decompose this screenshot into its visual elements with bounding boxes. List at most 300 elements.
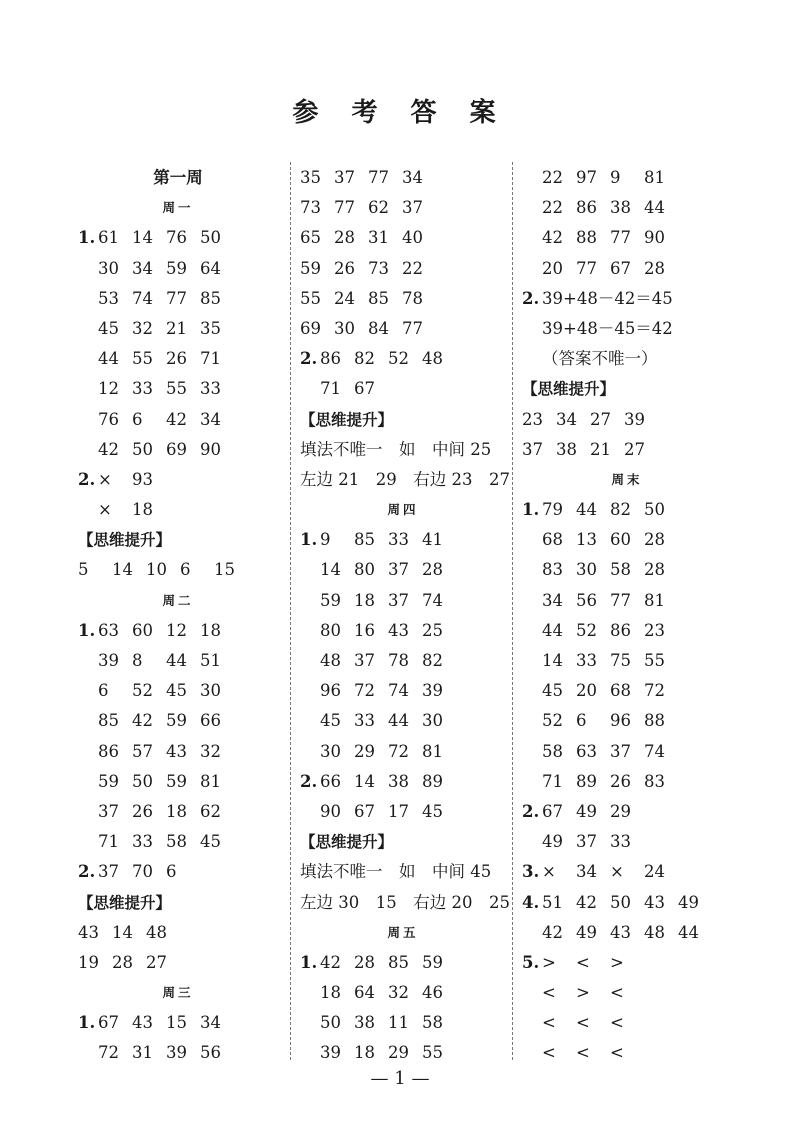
- answer-value: 14: [542, 651, 563, 670]
- answer-value: 49: [576, 801, 597, 821]
- answer-value: 82: [354, 349, 375, 369]
- answer-value: 55: [644, 651, 665, 670]
- answer-row: [300, 737, 506, 767]
- answer-row: [300, 314, 506, 344]
- answer-value: 74: [388, 681, 409, 701]
- answer-value: 56: [576, 590, 597, 610]
- answer-row: [78, 314, 278, 344]
- answer-value: 81: [422, 741, 443, 761]
- answer-value: 26: [334, 258, 355, 278]
- answer-value: <: [542, 983, 556, 1003]
- answer-value: 67: [354, 379, 375, 399]
- answer-row: [522, 586, 732, 616]
- answer-row: [78, 857, 278, 887]
- answer-value: 86: [98, 741, 119, 761]
- answer-value: 43: [166, 741, 187, 761]
- answer-value: 72: [644, 681, 665, 701]
- answer-value: 59: [98, 771, 119, 791]
- answer-value: 88: [576, 228, 597, 248]
- answer-value: 17: [388, 801, 409, 821]
- answer-value: 43: [610, 922, 631, 942]
- answer-value: 34: [200, 1013, 221, 1033]
- answer-value: 59: [300, 258, 321, 278]
- answer-value: <: [576, 1043, 590, 1063]
- answer-value: 37: [610, 741, 631, 761]
- answer-value: 10: [146, 560, 167, 580]
- answer-row: [522, 525, 732, 555]
- answer-row: [78, 465, 278, 495]
- answer-row: [522, 827, 732, 857]
- answer-value: 96: [320, 681, 341, 701]
- answer-value: 74: [644, 741, 665, 761]
- answer-value: 85: [368, 288, 389, 308]
- answer-row: [300, 767, 506, 797]
- answer-row: [300, 706, 506, 736]
- answer-value: 68: [610, 681, 631, 701]
- answer-value: <: [610, 983, 624, 1003]
- answer-value: 72: [388, 741, 409, 761]
- answer-value: 41: [422, 530, 443, 550]
- answer-row: [78, 616, 278, 646]
- answer-value: 50: [132, 771, 153, 791]
- answer-value: 85: [388, 952, 409, 972]
- answer-value: 45: [542, 681, 563, 701]
- answer-row: [522, 857, 732, 887]
- answer-value: 76: [98, 409, 119, 429]
- answer-value: 50: [610, 892, 631, 912]
- answer-value: 34: [576, 862, 597, 882]
- answer-row: [522, 1008, 732, 1038]
- answer-value: 38: [556, 439, 577, 459]
- column-divider: [512, 162, 513, 1060]
- answer-value: 44: [644, 198, 665, 218]
- answer-value: 77: [576, 258, 597, 278]
- answer-value: 64: [354, 983, 375, 1003]
- answer-value: 71: [320, 379, 341, 399]
- question-number: 1.: [300, 952, 318, 972]
- answer-value: 37: [334, 168, 355, 187]
- answer-row: [78, 254, 278, 284]
- answer-value: 32: [132, 318, 153, 338]
- answer-value: 80: [320, 620, 341, 640]
- section-heading: 【思维提升】: [300, 833, 394, 852]
- answer-value: 77: [610, 228, 631, 248]
- answer-row: [522, 797, 732, 827]
- answer-row: [78, 797, 278, 827]
- answer-value: 59: [166, 711, 187, 731]
- answer-value: ×: [610, 862, 624, 882]
- answer-value: <: [610, 1043, 624, 1063]
- answer-text: 左边 21 29 右边 23 27: [300, 469, 510, 489]
- answer-value: 89: [422, 771, 443, 791]
- answer-value: 97: [576, 168, 597, 187]
- answer-value: 42: [132, 711, 153, 731]
- answer-value: 18: [320, 983, 341, 1003]
- answer-row: [522, 706, 732, 736]
- answer-value: 72: [98, 1043, 119, 1063]
- answer-value: 58: [422, 1013, 443, 1033]
- answer-value: 38: [610, 198, 631, 218]
- question-number: 5.: [522, 952, 540, 972]
- answer-value: 42: [98, 439, 119, 459]
- question-number: 4.: [522, 892, 540, 912]
- answer-value: 88: [644, 711, 665, 731]
- answer-value: 62: [200, 801, 221, 821]
- answer-value: ×: [98, 469, 112, 489]
- answer-row: [522, 737, 732, 767]
- answer-row: [522, 223, 732, 253]
- answer-value: 61: [98, 228, 119, 248]
- day-heading: 周五: [387, 924, 419, 940]
- answer-value: 86: [576, 198, 597, 218]
- answer-row: [522, 616, 732, 646]
- answer-row: [300, 555, 506, 585]
- answer-value: 28: [354, 952, 375, 972]
- answer-value: 52: [576, 620, 597, 640]
- answer-value: 68: [542, 530, 563, 550]
- answer-value: 42: [576, 892, 597, 912]
- answer-row: [78, 1038, 278, 1068]
- answer-value: 8: [132, 651, 143, 670]
- answer-row: [78, 737, 278, 767]
- answer-row: [300, 948, 506, 978]
- answer-value: ×: [542, 862, 556, 882]
- answer-value: 44: [166, 651, 187, 670]
- answer-value: 55: [422, 1043, 443, 1063]
- answer-row: [522, 344, 732, 374]
- question-number: 2.: [78, 862, 96, 882]
- answer-value: 26: [132, 801, 153, 821]
- answer-row: [300, 586, 506, 616]
- answer-value: 24: [334, 288, 355, 308]
- answer-value: 63: [98, 620, 119, 640]
- answer-value: 5: [78, 560, 89, 580]
- answer-value: 37: [388, 590, 409, 610]
- answer-value: 43: [132, 1013, 153, 1033]
- answer-value: 84: [368, 318, 389, 338]
- answer-value: 74: [422, 590, 443, 610]
- answer-value: 77: [402, 318, 423, 338]
- answer-value: 6: [98, 681, 109, 701]
- answer-row: [300, 284, 506, 314]
- answer-row: [78, 767, 278, 797]
- question-number: 1.: [78, 228, 96, 248]
- answer-column-1: [78, 163, 278, 1069]
- answer-value: 30: [576, 560, 597, 580]
- answer-value: （答案不唯一）: [542, 349, 658, 369]
- answer-value: 39: [166, 1043, 187, 1063]
- answer-value: 45: [98, 318, 119, 338]
- answer-row: [78, 374, 278, 404]
- answer-value: 35: [200, 318, 221, 338]
- answer-value: 32: [200, 741, 221, 761]
- answer-value: 37: [402, 198, 423, 218]
- answer-value: 31: [368, 228, 389, 248]
- answer-value: 38: [388, 771, 409, 791]
- answer-value: 58: [166, 832, 187, 852]
- answer-value: 43: [388, 620, 409, 640]
- page-title: 参 考 答 案: [292, 98, 508, 128]
- answer-row: [300, 193, 506, 223]
- answer-row: [300, 223, 506, 253]
- answer-value: 33: [610, 832, 631, 852]
- answer-value: <: [542, 1013, 556, 1033]
- answer-value: 49: [678, 892, 699, 912]
- answer-value: 27: [590, 409, 611, 429]
- answer-row: [522, 555, 732, 585]
- answer-value: 12: [166, 620, 187, 640]
- answer-row: [522, 435, 732, 465]
- answer-value: 81: [644, 590, 665, 610]
- answer-value: 67: [98, 1013, 119, 1033]
- answer-value: 51: [542, 892, 563, 912]
- answer-row: [78, 284, 278, 314]
- answer-value: 29: [354, 741, 375, 761]
- answer-value: 77: [610, 590, 631, 610]
- page-number: — 1 —: [370, 1068, 430, 1089]
- answer-row: [522, 767, 732, 797]
- answer-value: 37: [354, 651, 375, 670]
- answer-value: 38: [354, 1013, 375, 1033]
- answer-value: 57: [132, 741, 153, 761]
- answer-value: 6: [576, 711, 587, 731]
- answer-value: 66: [320, 771, 341, 791]
- answer-value: 75: [610, 651, 631, 670]
- answer-value: 86: [320, 349, 341, 369]
- answer-value: 18: [200, 620, 221, 640]
- answer-row: [300, 1008, 506, 1038]
- answer-value: 44: [576, 500, 597, 520]
- question-number: 2.: [78, 469, 96, 489]
- answer-value: 37: [98, 862, 119, 882]
- answer-value: 82: [610, 500, 631, 520]
- answer-row: [78, 827, 278, 857]
- question-number: 2.: [522, 288, 540, 308]
- answer-value: 83: [644, 771, 665, 791]
- section-heading: 【思维提升】: [300, 410, 394, 429]
- answer-value: >: [542, 952, 556, 972]
- question-number: 2.: [300, 349, 318, 369]
- answer-value: 59: [320, 590, 341, 610]
- answer-value: 66: [200, 711, 221, 731]
- answer-row: [78, 1008, 278, 1038]
- answer-value: 81: [644, 168, 665, 187]
- answer-value: 31: [132, 1043, 153, 1063]
- answer-value: 44: [678, 922, 699, 942]
- answer-value: 78: [388, 651, 409, 670]
- answer-value: 13: [576, 530, 597, 550]
- answer-value: 33: [132, 832, 153, 852]
- answer-value: 48: [422, 349, 443, 369]
- answer-value: 44: [98, 349, 119, 369]
- answer-row: [300, 616, 506, 646]
- answer-value: <: [576, 1013, 590, 1033]
- answer-value: 52: [388, 349, 409, 369]
- answer-value: 76: [166, 228, 187, 248]
- answer-value: 32: [388, 983, 409, 1003]
- answer-value: >: [576, 983, 590, 1003]
- answer-value: 67: [542, 801, 563, 821]
- answer-value: 20: [576, 681, 597, 701]
- answer-value: 80: [354, 560, 375, 580]
- answer-value: 69: [166, 439, 187, 459]
- answer-value: 33: [200, 379, 221, 399]
- answer-row: [300, 978, 506, 1008]
- answer-value: 22: [542, 198, 563, 218]
- answer-value: 49: [576, 922, 597, 942]
- answer-row: [78, 495, 278, 525]
- answer-row: [522, 918, 732, 948]
- answer-row: [300, 646, 506, 676]
- answer-value: 44: [542, 620, 563, 640]
- answer-value: 43: [644, 892, 665, 912]
- answer-value: 42: [542, 228, 563, 248]
- answer-value: 9: [610, 168, 621, 187]
- answer-value: 6: [132, 409, 143, 429]
- answer-value: 15: [214, 560, 235, 580]
- question-number: 1.: [300, 530, 318, 550]
- question-number: 3.: [522, 862, 540, 882]
- answer-row: [78, 405, 278, 435]
- answer-row: [522, 978, 732, 1008]
- answer-value: 34: [200, 409, 221, 429]
- answer-value: 39: [422, 681, 443, 701]
- answer-value: 39+48－45＝42: [542, 318, 673, 338]
- answer-value: 70: [132, 862, 153, 882]
- answer-value: 60: [132, 620, 153, 640]
- day-heading: 周一: [162, 200, 194, 216]
- answer-value: 60: [610, 530, 631, 550]
- answer-row: [522, 254, 732, 284]
- answer-value: 30: [98, 258, 119, 278]
- answer-value: 77: [368, 168, 389, 187]
- answer-value: 49: [542, 832, 563, 852]
- answer-value: 15: [166, 1013, 187, 1033]
- answer-value: 90: [320, 801, 341, 821]
- answer-row: [522, 163, 732, 193]
- answer-value: 37: [522, 439, 543, 459]
- answer-value: 29: [388, 1043, 409, 1063]
- answer-value: 96: [610, 711, 631, 731]
- answer-value: 23: [644, 620, 665, 640]
- answer-value: 71: [98, 832, 119, 852]
- day-heading: 周三: [162, 985, 194, 1001]
- day-heading: 周二: [162, 592, 194, 608]
- answer-value: 39: [98, 651, 119, 670]
- answer-value: 20: [542, 258, 563, 278]
- answer-value: 16: [354, 620, 375, 640]
- answer-row: [522, 1038, 732, 1068]
- answer-value: 81: [200, 771, 221, 791]
- question-number: 1.: [78, 1013, 96, 1033]
- answer-value: >: [610, 952, 624, 972]
- answer-value: 85: [98, 711, 119, 731]
- answer-value: 14: [112, 560, 133, 580]
- answer-value: 45: [166, 681, 187, 701]
- answer-value: 28: [112, 952, 133, 972]
- answer-value: 64: [200, 258, 221, 278]
- answer-value: <: [576, 952, 590, 972]
- answer-value: 73: [300, 198, 321, 218]
- answer-row: [300, 797, 506, 827]
- answer-column-2: [300, 163, 510, 1069]
- answer-value: 14: [354, 771, 375, 791]
- answer-value: 27: [146, 952, 167, 972]
- answer-row: [300, 163, 506, 193]
- column-divider: [290, 162, 291, 1060]
- answer-value: 30: [422, 711, 443, 731]
- answer-value: 50: [200, 228, 221, 248]
- section-heading: 【思维提升】: [78, 531, 172, 550]
- answer-value: 21: [166, 318, 187, 338]
- question-number: 2.: [300, 771, 318, 791]
- answer-value: <: [610, 1013, 624, 1033]
- answer-row: [78, 646, 278, 676]
- answer-value: 90: [644, 228, 665, 248]
- answer-value: 22: [402, 258, 423, 278]
- answer-value: 82: [422, 651, 443, 670]
- answer-value: 58: [610, 560, 631, 580]
- answer-value: 55: [132, 349, 153, 369]
- answer-value: 12: [98, 379, 119, 399]
- answer-row: [522, 676, 732, 706]
- answer-value: 71: [542, 771, 563, 791]
- question-number: 2.: [522, 801, 540, 821]
- answer-value: 52: [132, 681, 153, 701]
- answer-value: 11: [388, 1013, 409, 1033]
- answer-value: 18: [354, 590, 375, 610]
- day-heading: 周四: [387, 502, 419, 518]
- answer-value: 71: [200, 349, 221, 369]
- answer-value: 65: [300, 228, 321, 248]
- answer-value: 28: [644, 258, 665, 278]
- answer-row: [522, 405, 732, 435]
- answer-text: 填法不唯一 如 中间 25: [300, 439, 492, 459]
- answer-value: 89: [576, 771, 597, 791]
- answer-value: 83: [542, 560, 563, 580]
- answer-row: [522, 193, 732, 223]
- answer-value: 9: [320, 530, 331, 550]
- answer-value: 59: [166, 771, 187, 791]
- answer-value: 34: [132, 258, 153, 278]
- answer-row: [300, 254, 506, 284]
- answer-value: 86: [610, 620, 631, 640]
- answer-text: 填法不唯一 如 中间 45: [300, 862, 492, 882]
- answer-value: 48: [146, 922, 167, 942]
- answer-value: 33: [354, 711, 375, 731]
- answer-row: [522, 495, 732, 525]
- answer-value: 45: [200, 832, 221, 852]
- answer-value: 55: [300, 288, 321, 308]
- answer-text: 左边 30 15 右边 20 25: [300, 892, 510, 912]
- answer-value: 33: [576, 651, 597, 670]
- answer-value: ×: [98, 500, 112, 520]
- answer-value: 39: [624, 409, 645, 429]
- answer-value: 18: [354, 1043, 375, 1063]
- day-heading: 周末: [611, 471, 643, 487]
- answer-value: 59: [166, 258, 187, 278]
- answer-value: 23: [522, 409, 543, 429]
- answer-value: 67: [354, 801, 375, 821]
- answer-value: 26: [166, 349, 187, 369]
- answer-value: 37: [388, 560, 409, 580]
- week-heading: 第一周: [153, 168, 203, 187]
- answer-value: 14: [320, 560, 341, 580]
- answer-value: 50: [644, 500, 665, 520]
- answer-value: 34: [542, 590, 563, 610]
- answer-value: 37: [576, 832, 597, 852]
- answer-value: 14: [132, 228, 153, 248]
